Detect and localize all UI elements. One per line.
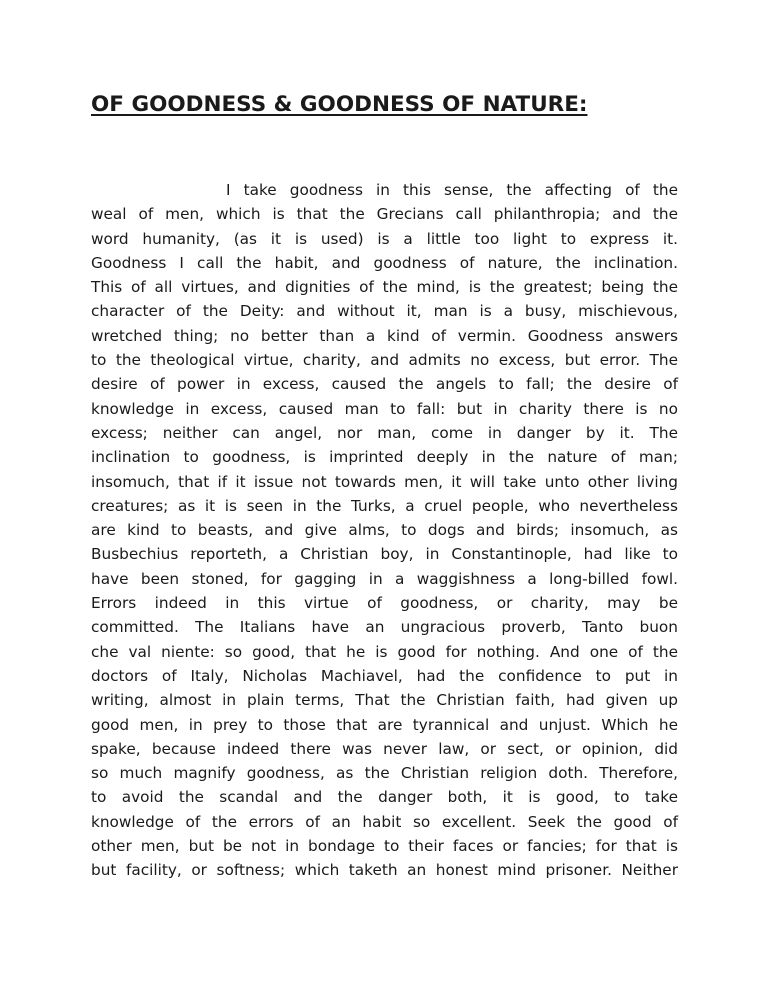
paragraph-line: Errors indeed in this virtue of goodness, or charity, may be [91,594,678,613]
paragraph-line: writing, almost in plain terms, That the Christian faith, had given up [91,691,678,710]
paragraph-line: doctors of Italy, Nicholas Machiavel, had the confidence to put in [91,666,678,685]
paragraph-line: other men, but be not in bondage to their faces or fancies; for that is [91,837,678,856]
paragraph-line: are kind to beasts, and give alms, to dogs and birds; insomuch, as [91,521,678,540]
paragraph-line: inclination to goodness, is imprinted deeply in the nature of man; [91,448,678,467]
paragraph-line: to avoid the scandal and the danger both, it is good, to take [91,788,678,807]
paragraph-line: to the theological virtue, charity, and admits no excess, but error. The [91,351,678,370]
paragraph-line: wretched thing; no better than a kind of vermin. Goodness answers [91,326,678,345]
paragraph-line: I take goodness in this sense, the affecting of the [226,181,678,199]
paragraph-line: che val niente: so good, that he is good for nothing. And one of the [91,642,678,661]
paragraph-line: insomuch, that if it issue not towards men, it will take unto other living [91,472,678,491]
paragraph-line: spake, because indeed there was never law, or sect, or opinion, did [91,739,678,758]
paragraph-line: have been stoned, for gagging in a waggishness a long-billed fowl. [91,569,678,588]
paragraph-line: Busbechius reporteth, a Christian boy, in Constantinople, had like to [91,545,678,564]
paragraph-line: Goodness I call the habit, and goodness of nature, the inclination. [91,253,678,272]
paragraph-line: character of the Deity: and without it, man is a busy, mischievous, [91,302,678,321]
paragraph-line: word humanity, (as it is used) is a little too light to express it. [91,229,678,248]
paragraph-line: but facility, or softness; which taketh an honest mind prisoner. Neither [91,861,678,880]
document-title: OF GOODNESS & GOODNESS OF NATURE: [91,92,588,117]
paragraph-line: so much magnify goodness, as the Christian religion doth. Therefore, [91,764,678,783]
paragraph-line: This of all virtues, and dignities of the mind, is the greatest; being the [91,278,678,297]
paragraph-line: knowledge in excess, caused man to fall: but in charity there is no [91,399,678,418]
paragraph-line: desire of power in excess, caused the angels to fall; the desire of [91,375,678,394]
paragraph-line: excess; neither can angel, nor man, come in danger by it. The [91,423,678,442]
paragraph-line: good men, in prey to those that are tyrannical and unjust. Which he [91,715,678,734]
paragraph-line: weal of men, which is that the Grecians call philanthropia; and the [91,205,678,224]
body-paragraph [91,178,678,883]
paragraph-line: creatures; as it is seen in the Turks, a cruel people, who nevertheless [91,496,678,515]
paragraph-line: committed. The Italians have an ungracious proverb, Tanto buon [91,618,678,637]
paragraph-line: knowledge of the errors of an habit so excellent. Seek the good of [91,812,678,831]
